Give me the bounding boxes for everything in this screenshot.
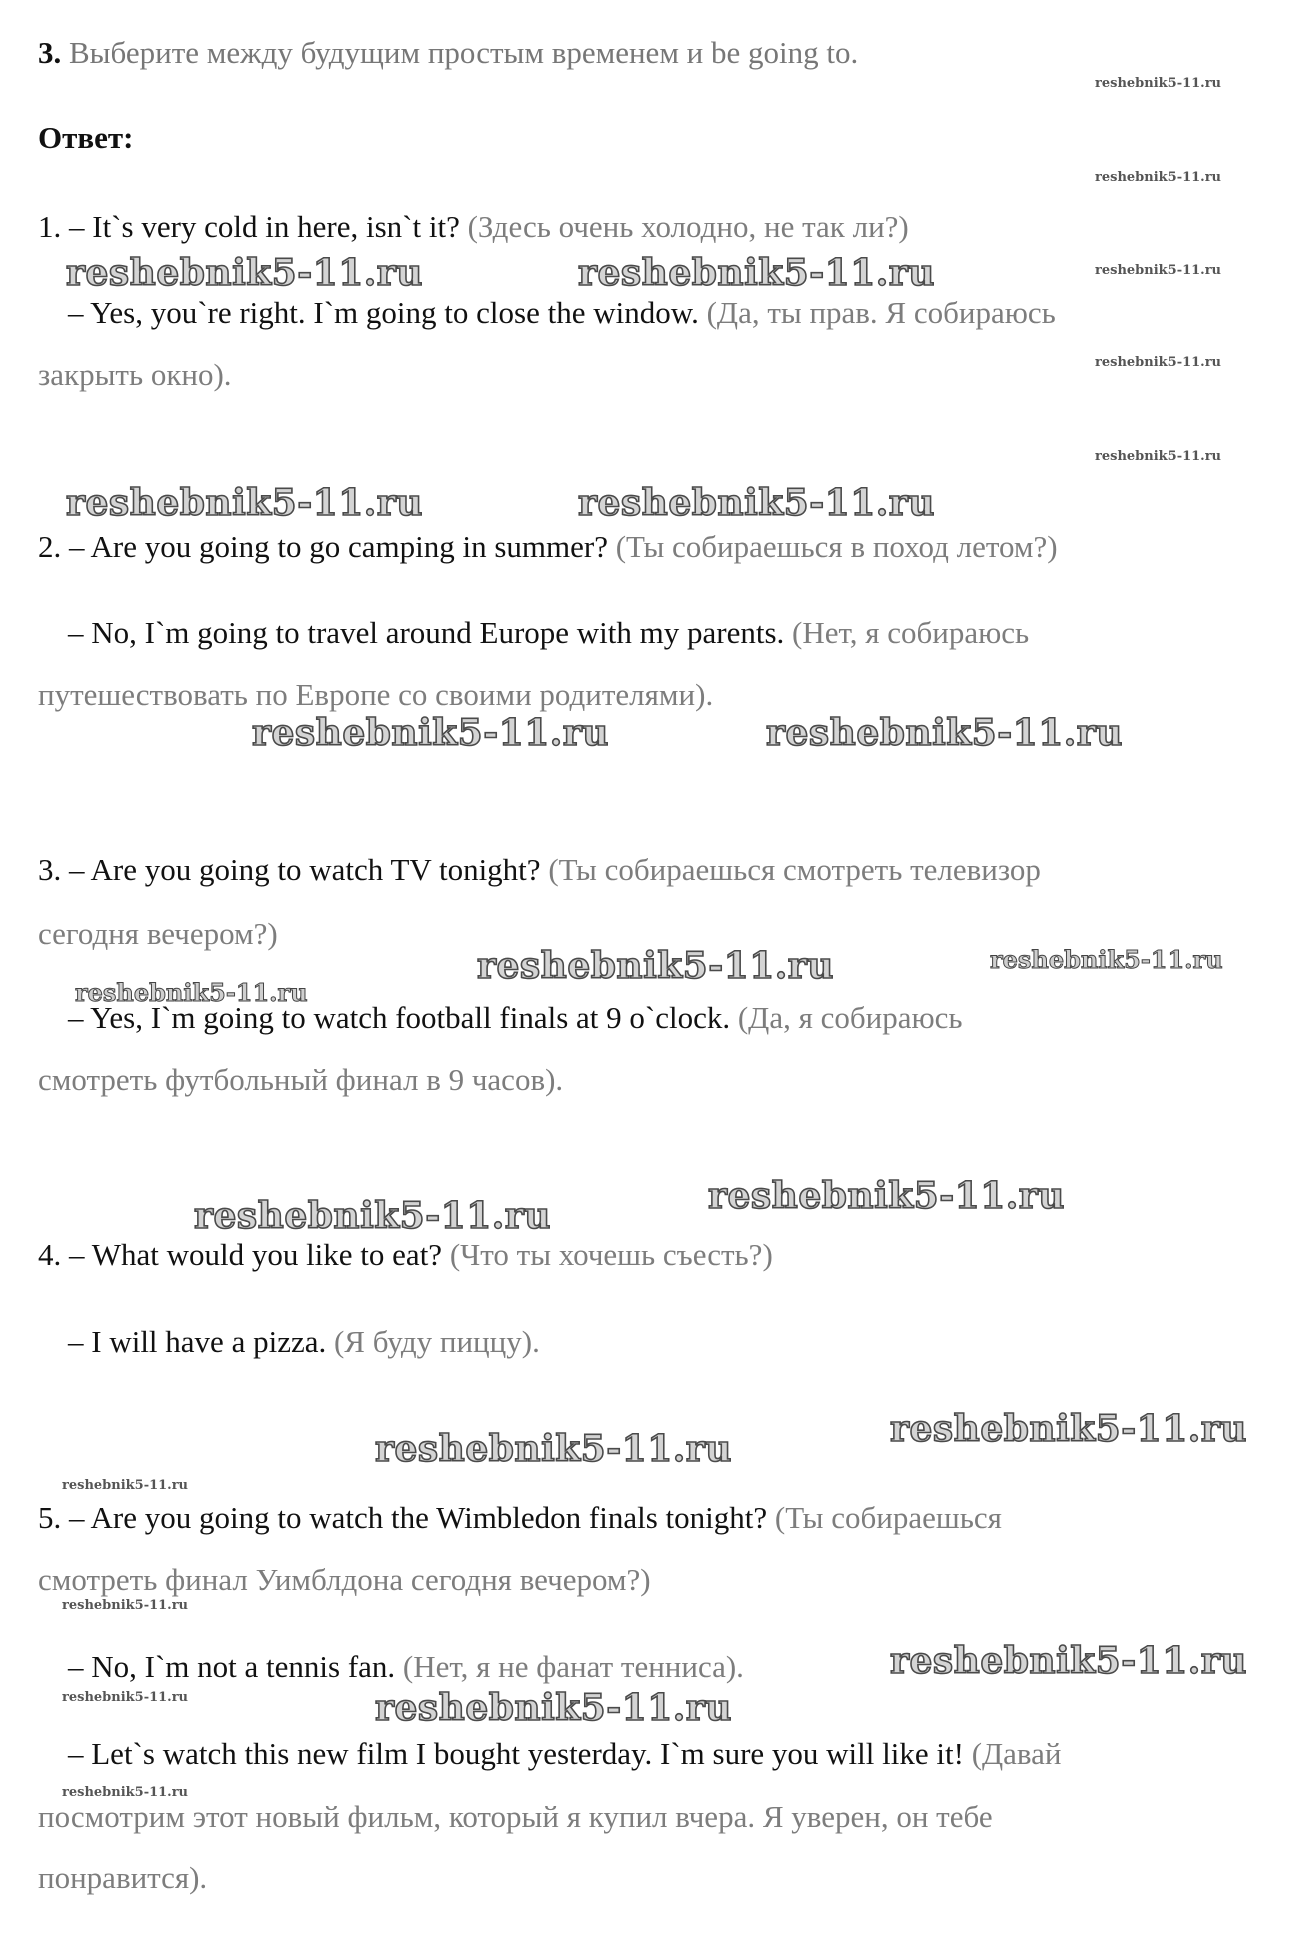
item-4-question: 4. – What would you like to eat? (Что ты хочешь съесть?) (38, 1237, 773, 1272)
watermark: reshebnik5-11.ru (75, 978, 308, 1007)
item-1-reply: – Yes, you`re right. I`m going to close the window. (Да, ты прав. Я собираюсь (68, 295, 1056, 330)
watermark: reshebnik5-11.ru (66, 482, 423, 524)
watermark: reshebnik5-11.ru (375, 1687, 732, 1729)
answer-heading: Ответ: (38, 120, 134, 155)
item-5-reply-2-translation-end: понравится). (38, 1860, 208, 1895)
watermark: reshebnik5-11.ru (194, 1195, 551, 1237)
watermark: reshebnik5-11.ru (990, 945, 1223, 974)
watermark: reshebnik5-11.ru (708, 1175, 1065, 1217)
watermark: reshebnik5-11.ru (766, 712, 1123, 754)
watermark: reshebnik5-11.ru (477, 945, 834, 987)
item-5-question: 5. – Are you going to watch the Wimbledon finals tonight? (Ты собираешься (38, 1500, 1002, 1535)
task-number: 3. (38, 35, 62, 70)
watermark: reshebnik5-11.ru (1095, 355, 1222, 370)
watermark: reshebnik5-11.ru (62, 1690, 189, 1705)
watermark: reshebnik5-11.ru (578, 482, 935, 524)
task-heading (38, 33, 858, 73)
watermark: reshebnik5-11.ru (890, 1408, 1247, 1450)
item-5-reply-2: – Let`s watch this new film I bought yesterday. I`m sure you will like it! (Давай (68, 1736, 1062, 1771)
watermark: reshebnik5-11.ru (578, 252, 935, 294)
watermark: reshebnik5-11.ru (252, 712, 609, 754)
watermark: reshebnik5-11.ru (66, 252, 423, 294)
watermark: reshebnik5-11.ru (62, 1785, 189, 1800)
watermark: reshebnik5-11.ru (62, 1598, 189, 1613)
item-4-reply: – I will have a pizza. (Я буду пиццу). (68, 1324, 540, 1359)
item-3-reply-translation-cont: смотреть футбольный финал в 9 часов). (38, 1062, 564, 1097)
task-instruction: Выберите между будущим простым временем и be going to. (69, 35, 859, 70)
watermark: reshebnik5-11.ru (890, 1640, 1247, 1682)
watermark: reshebnik5-11.ru (1095, 76, 1222, 91)
item-2-question: 2. – Are you going to go camping in summer? (Ты собираешься в поход летом?) (38, 529, 1058, 564)
item-2-reply: – No, I`m going to travel around Europe with my parents. (Нет, я собираюсь (68, 615, 1030, 650)
item-5-question-translation-cont: смотреть финал Уимблдона сегодня вечером?) (38, 1562, 651, 1597)
watermark: reshebnik5-11.ru (1095, 449, 1222, 464)
item-3-reply: – Yes, I`m going to watch football finals at 9 o`clock. (Да, я собираюсь (68, 1000, 963, 1035)
item-2-reply-translation-cont: путешествовать по Европе со своими родителями). (38, 677, 714, 712)
watermark: reshebnik5-11.ru (62, 1478, 189, 1493)
item-5-reply-2-translation-cont: посмотрим этот новый фильм, который я купил вчера. Я уверен, он тебе (38, 1799, 993, 1834)
item-3-question-translation-cont: сегодня вечером?) (38, 916, 278, 951)
item-1-question: 1. – It`s very cold in here, isn`t it? (Здесь очень холодно, не так ли?) (38, 209, 909, 244)
item-3-question: 3. – Are you going to watch TV tonight? (Ты собираешься смотреть телевизор (38, 852, 1041, 887)
watermark: reshebnik5-11.ru (375, 1428, 732, 1470)
item-1-reply-translation-cont: закрыть окно). (38, 357, 232, 392)
watermark: reshebnik5-11.ru (1095, 263, 1222, 278)
item-5-reply-1: – No, I`m not a tennis fan. (Нет, я не фанат тенниса). (68, 1649, 744, 1684)
watermark: reshebnik5-11.ru (1095, 170, 1222, 185)
